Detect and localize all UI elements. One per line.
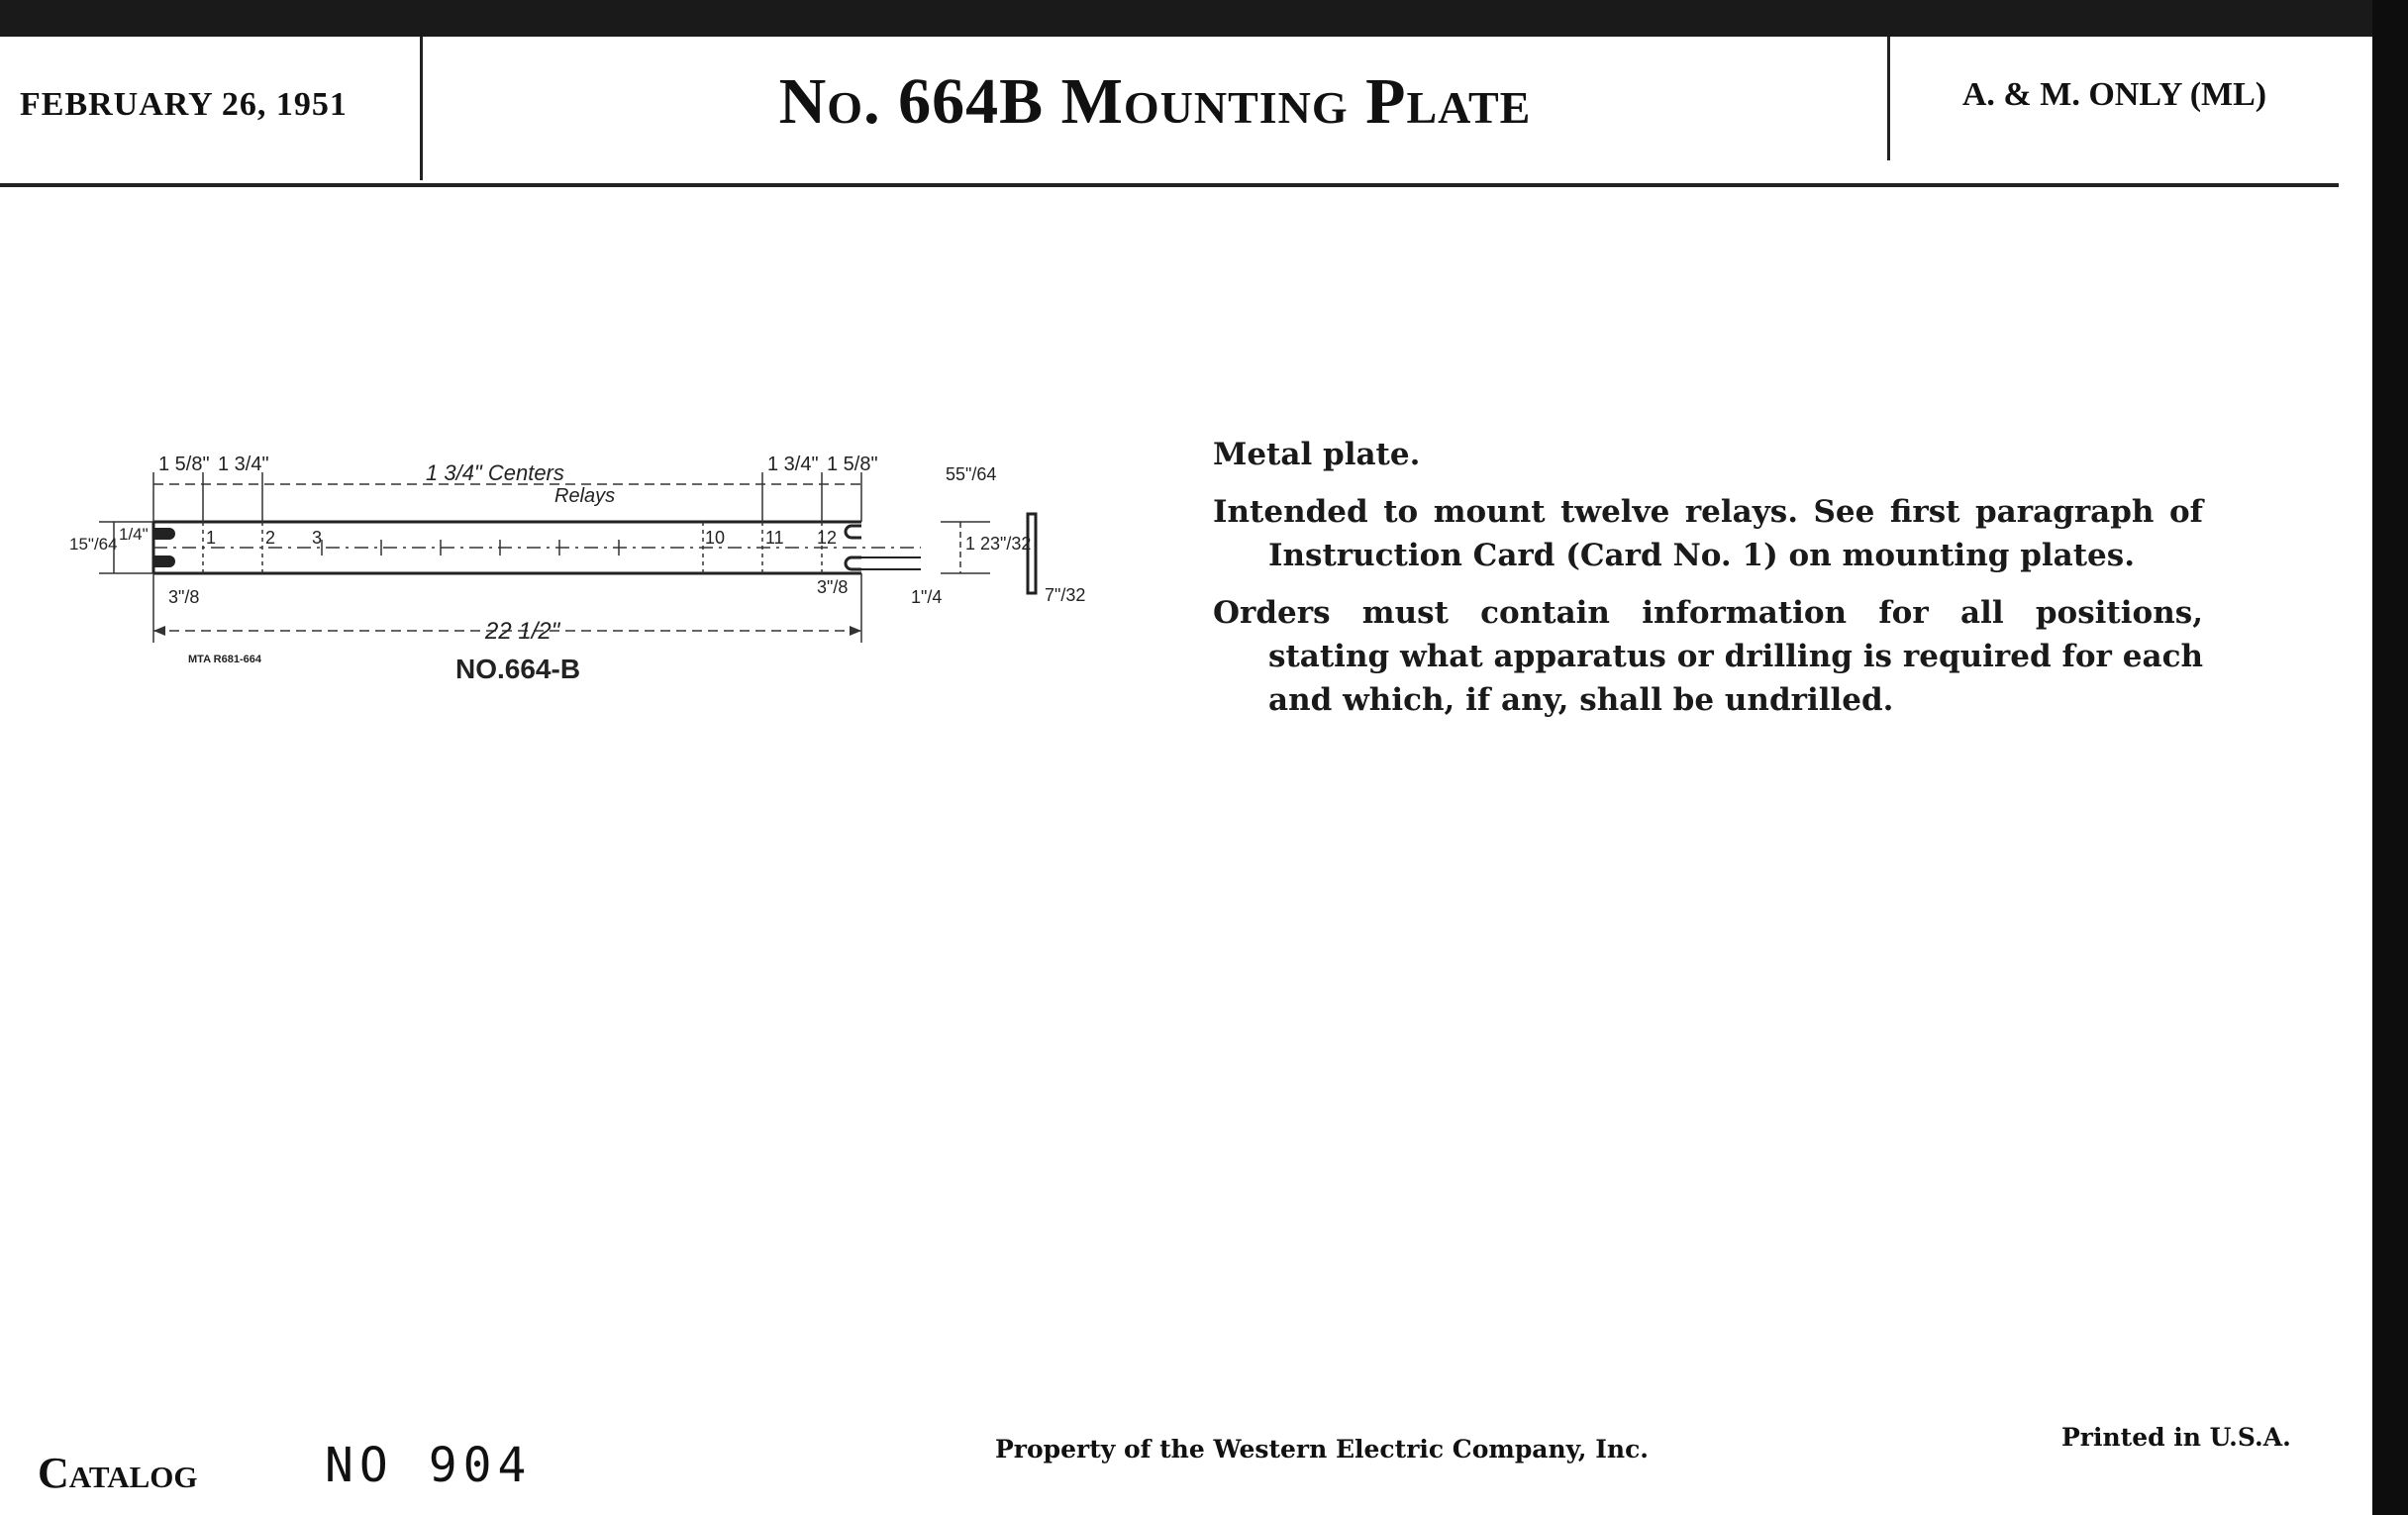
drawing-caption: NO.664-B <box>455 654 581 684</box>
description <box>1213 433 2203 736</box>
card-header <box>0 37 2339 187</box>
plate-diagram <box>69 423 1089 710</box>
footer-catalog-number: NO 904 <box>325 1438 533 1493</box>
end-view <box>1028 514 1036 593</box>
drawing-ref-code: MTA R681-664 <box>188 654 261 665</box>
footer-property-notice: Property of the Western Electric Company, Inc. <box>995 1435 1650 1464</box>
dim-label-overall: 22 1/2" <box>485 618 560 645</box>
position-number: 1 <box>206 528 217 548</box>
arrow <box>850 626 861 636</box>
left-slot-top <box>153 528 175 540</box>
dim-label-centers: 1 3/4" Centers <box>426 460 564 485</box>
dim-label-right-pitch: 1 3/4" <box>767 454 819 475</box>
position-number: 2 <box>265 528 276 548</box>
arrow <box>153 626 165 636</box>
position-number: 10 <box>705 528 726 548</box>
header-restriction: A. & M. ONLY (ML) <box>1961 76 2267 113</box>
position-number: 3 <box>312 528 323 548</box>
description-material: Metal plate. <box>1213 437 1421 472</box>
description-ordering: Orders must contain information for all positions, stating what apparatus or drilling is required for each and which, if any, shall be undrilled. <box>1213 595 2203 718</box>
catalog-card <box>0 37 2372 1515</box>
scan-border <box>2372 0 2408 1515</box>
dim-label-thickness: 7"/32 <box>1045 585 1086 605</box>
dim-label-left-b: 1/4" <box>119 525 149 544</box>
dim-label-left-pitch: 1 5/8" <box>158 454 210 475</box>
header-title: No. 664B Mounting Plate <box>778 65 1532 138</box>
header-date: FEBRUARY 26, 1951 <box>20 86 348 123</box>
left-slot-bottom <box>153 556 175 567</box>
dim-label-first-pitch: 1 3/4" <box>218 454 269 475</box>
dim-label-right-height: 1 23"/32 <box>965 534 1032 554</box>
dim-label-slot-right-b: 1"/4 <box>911 587 943 607</box>
dim-label-right-height-top: 55"/64 <box>946 464 997 484</box>
dim-label-left-a: 15"/64 <box>69 535 118 554</box>
dim-label-relays: Relays <box>554 485 616 507</box>
position-number: 11 <box>765 528 784 548</box>
dim-label-slot-left: 3"/8 <box>168 587 200 607</box>
dim-label-slot-right: 3"/8 <box>817 577 849 597</box>
mounting-plate-drawing <box>69 423 1089 710</box>
footer-printed-notice: Printed in U.S.A. <box>2061 1423 2291 1452</box>
footer-catalog-label: Catalog <box>38 1449 198 1497</box>
description-purpose: Intended to mount twelve relays. See first paragraph of Instruction Card (Card No. 1) on mounting plates. <box>1213 494 2203 573</box>
position-number: 12 <box>817 528 838 548</box>
dim-label-right-end: 1 5/8" <box>827 454 878 475</box>
